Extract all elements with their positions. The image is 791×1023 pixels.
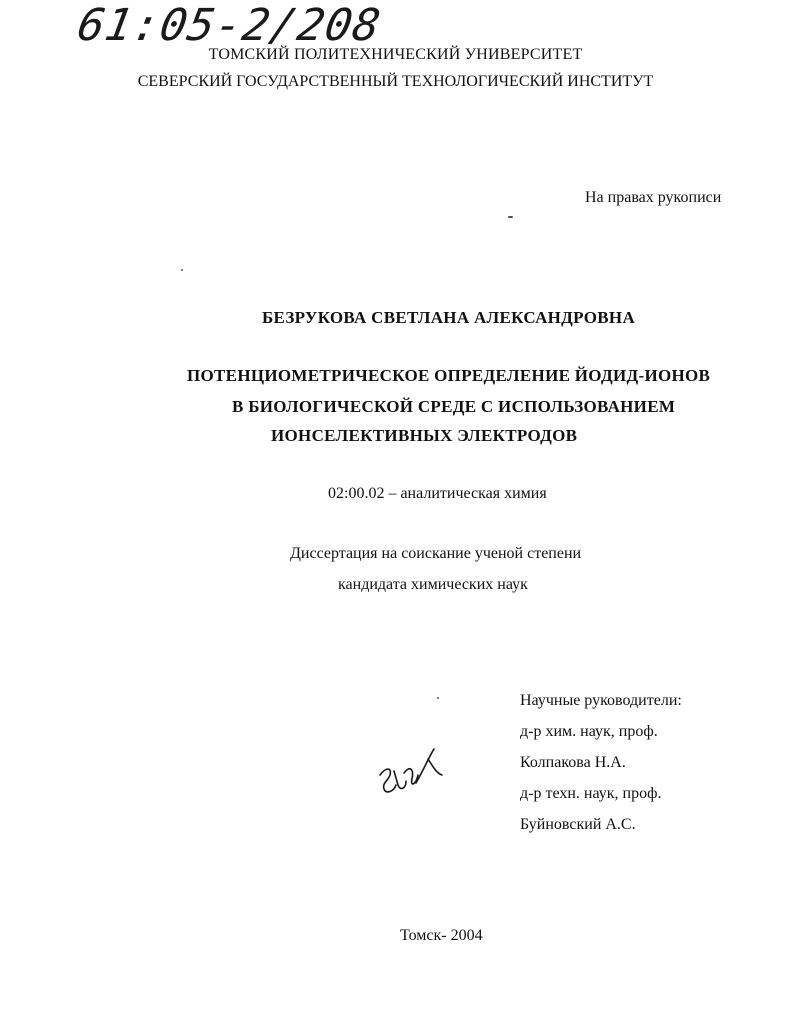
advisor-2-name: Буйновский А.С. [520,816,636,833]
manuscript-note: На правах рукописи [585,189,722,206]
scan-speck [181,269,183,271]
scan-speck [437,697,439,699]
signature-icon [372,745,452,805]
degree-line-1: Диссертация на соискание ученой степени [290,545,582,562]
university-name: ТОМСКИЙ ПОЛИТЕХНИЧЕСКИЙ УНИВЕРСИТЕТ [208,46,583,63]
title-line-3: ИОНСЕЛЕКТИВНЫХ ЭЛЕКТРОДОВ [271,426,578,445]
author-name: БЕЗРУКОВА СВЕТЛАНА АЛЕКСАНДРОВНА [262,308,636,327]
specialty-code: 02:00.02 – аналитическая химия [328,485,547,502]
advisor-1-degree: д-р хим. наук, проф. [520,723,658,740]
degree-line-2: кандидата химических наук [338,576,528,593]
title-line-1: ПОТЕНЦИОМЕТРИЧЕСКОЕ ОПРЕДЕЛЕНИЕ ЙОДИД-ИОНОВ [187,366,711,385]
advisor-2-degree: д-р техн. наук, проф. [520,785,662,802]
advisor-1-name: Колпакова Н.А. [520,754,626,771]
scan-speck [508,216,513,218]
advisors-block [520,692,682,847]
title-line-2: В БИОЛОГИЧЕСКОЙ СРЕДЕ С ИСПОЛЬЗОВАНИЕМ [232,397,676,416]
institute-name: СЕВЕРСКИЙ ГОСУДАРСТВЕННЫЙ ТЕХНОЛОГИЧЕСКИЙ ИНСТИТУТ [137,73,654,90]
city-year: Томск- 2004 [400,927,483,944]
advisors-heading: Научные руководители: [520,692,682,709]
archive-code: 61:05-2/208 [73,0,385,51]
